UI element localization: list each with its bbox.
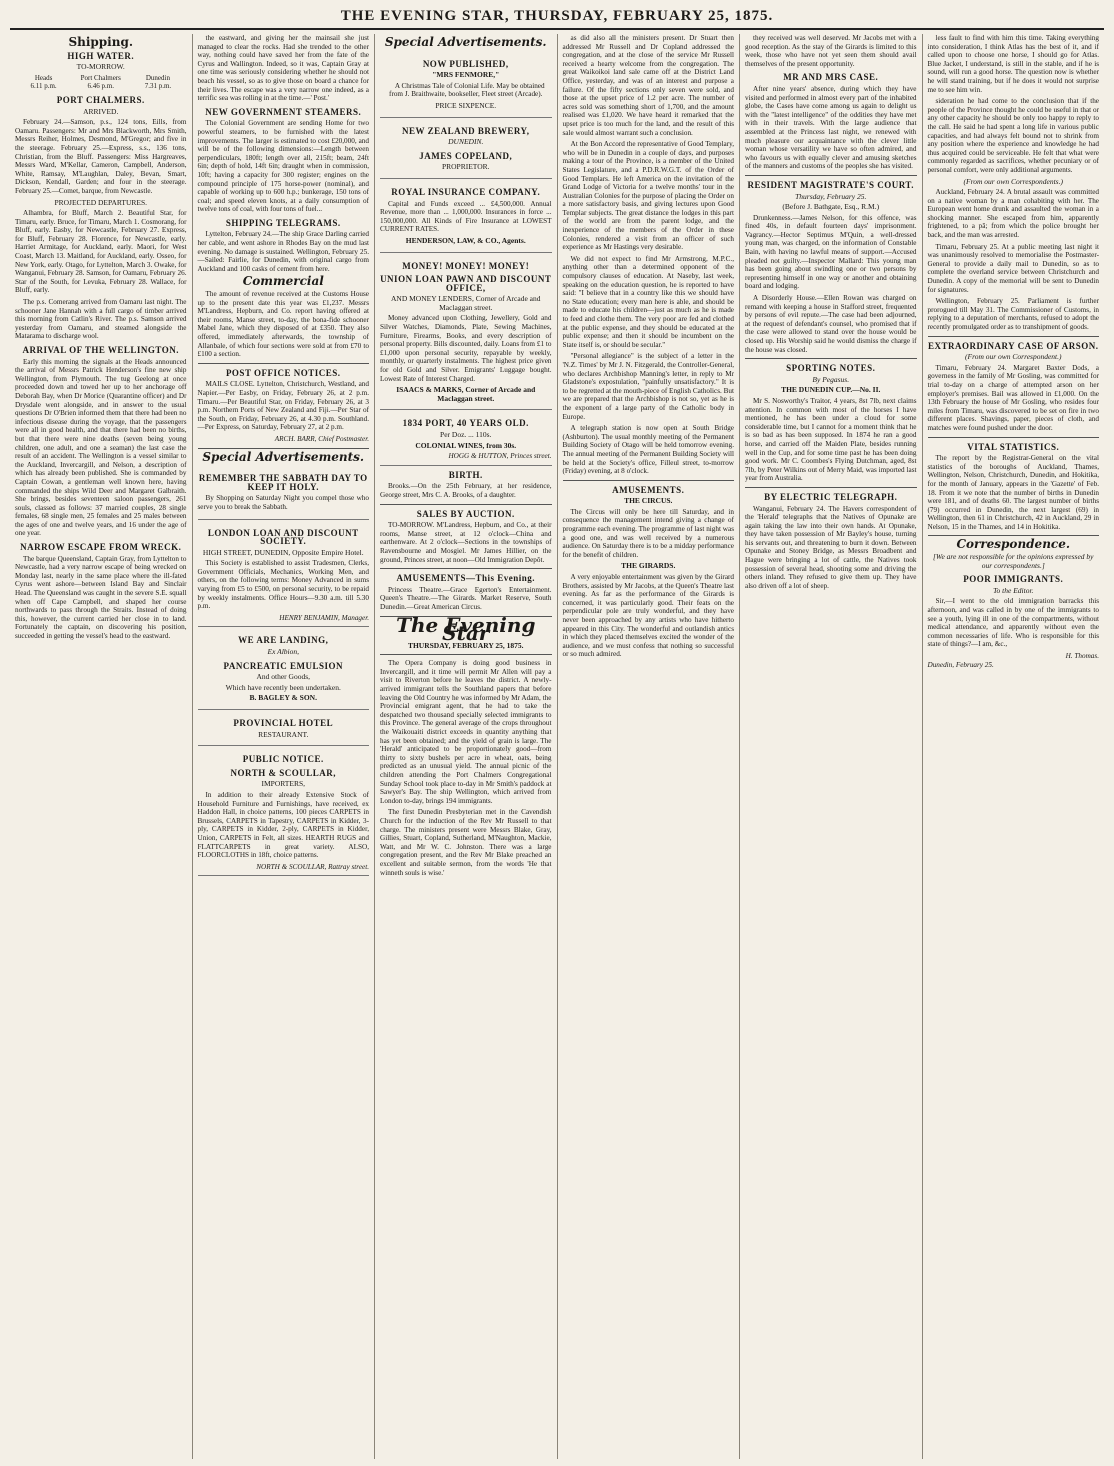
royal-insurance-ad: ROYAL INSURANCE COMPANY. Capital and Funds exceed ... £4,500,000. Annual Revenue, more than ... 1,000,000. Insurances in force ... 150,000,000. All Kinds of Fire Insurance at LOWEST CURRENT RATES. HENDERSON, LAW, & CO., Agents. xyxy=(380,179,552,253)
column-1 xyxy=(10,34,193,1459)
pancreatic-emulsion-ad: WE ARE LANDING, Ex Albion, PANCREATIC EMULSION And other Goods, Which have recently been undertaken. B. BAGLEY & SON. xyxy=(198,627,370,710)
court-date: Thursday, February 25. xyxy=(795,191,867,201)
arson-sub: (From our own Correspondent.) xyxy=(964,352,1062,362)
commercial-heading: Commercial xyxy=(242,274,324,289)
correspondents-note: (From our own Correspondents.) xyxy=(963,176,1063,186)
departures-text: Alhambra, for Bluff, March 2. Beautiful Star, for Timaru, early. Bruce, for Timaru, March 1. Cosmorang, for Bluff, early. Easby, for Newcastle, February 27. Express, for Bluff, February 28. Florence, for Newcastle, early. Harriet Armitage, for Auckland, early. Maori, for West Coast, March 13. Maitland, for Auckland, early. Osseo, for New York, early. Otago, for Lyttelton, March 3. Owake, for Wanganui, February 28. Samson, for Oamaru, February 26. Star of the South, for Levuka, February 28. Wallace, for Bluff, early. xyxy=(15,209,187,295)
special-ads-heading-2: Special Advertisements. xyxy=(384,35,547,49)
sporting-byline: By Pegasus. xyxy=(812,374,850,384)
shipping-telegrams-heading: SHIPPING TELEGRAMS. xyxy=(225,217,341,228)
amusements-tonight-text: Princess Theatre.—Grace Egerton's Entertainment. Queen's Theatre.—The Girards. Market Reserve, South Dunedin.—Great American Circus. xyxy=(380,585,552,611)
circus-text: The Circus will only be here till Saturday, and in consequence the management intend giving a change of programme each evening. The programme of last night was a good one, and was well received by a numerous audience. On Saturday there is to be a midday performance for the benefit of children. xyxy=(562,507,734,559)
divider xyxy=(380,654,552,655)
sabbath-ad: REMEMBER THE SABBATH DAY TO KEEP IT HOLY. By Shopping on Saturday Night you compel those who serve you to break the Sabbath. xyxy=(198,465,370,519)
narrow-escape-text: The barque Queensland, Captain Gray, from Lyttelton to Newcastle, had a very narrow escape of being wrecked on Monday last, nearly in the same place where the ill-fated Cyrus went ashore—between Island Bay and Sinclair Head. The Queensland was caught in the severe S.E. squall when off Cape Campbell, and shaped her course northwards to pass through the Straits. Instead of doing this, however, the current carried her close in to land. Fortunately the captain, on discovering his position, succeeded in getting the vessel's head to the eastward. xyxy=(15,554,187,640)
correspondence-heading: Correspondence. xyxy=(956,537,1071,552)
column-6 xyxy=(923,34,1105,1459)
govt-steamers-heading: NEW GOVERNMENT STEAMERS. xyxy=(205,106,362,117)
divider xyxy=(928,336,1100,337)
wellington-telegram-text: Wellington, February 25. Parliament is further prorogued till May 31. The Commissioner of Customs, in replying to a deputation of merchants, refused to adopt the recently promulgated order as to transhipment of goods. xyxy=(927,297,1099,331)
provincial-hotel-ad: PROVINCIAL HOTEL RESTAURANT. xyxy=(198,710,370,746)
vital-statistics-heading: VITAL STATISTICS. xyxy=(967,441,1060,452)
mr-mrs-case-heading: MR AND MRS CASE. xyxy=(783,72,879,83)
to-the-editor: To the Editor. xyxy=(993,585,1034,595)
high-water-heading: HIGH WATER. xyxy=(67,50,135,61)
masthead: THE EVENING STAR, THURSDAY, FEBRUARY 25, 1875. xyxy=(10,8,1104,30)
continued-text: the eastward, and giving her the mainsail she just managed to clear the rocks. Had she trended to the other way, nothing could have saved her from the fate of the Cyrus and Wallington. Indeed, so it was, Captain Gray at one time was seriously considering whether he should not beach his vessel, so as to give those on board a chance for their lives. The escape was a very narrow one indeed, as a terrific sea was rolling in at the time.—' Post.' xyxy=(197,34,369,103)
divider xyxy=(380,568,552,569)
auckland-text: Auckland, February 24. A brutal assault was committed on a native woman by a man cohabiting with her. The European went home drunk and assaulted the woman in a shocking manner. She escaped from him, apparently frightened, to a pā; from which the police brought her back, and the man was arrested. xyxy=(927,188,1099,240)
tide-heads: Heads 6.11 p.m. xyxy=(30,73,57,91)
column-3 xyxy=(375,34,558,1459)
divider xyxy=(563,480,735,481)
girards-heading: THE GIRARDS. xyxy=(621,561,676,571)
tide-dunedin: Dunedin 7.31 p.m. xyxy=(144,73,172,91)
shipping-telegrams-text: Lyttelton, February 24.—The ship Grace Darling carried her cable, and went ashore in Rhodes Bay on the mud last evening. No damage is sustained. Wellington, February 25.—Sailed: Fairlie, for Dunedin, with original cargo from Auckland and 100 casks of cement from here. xyxy=(197,230,369,273)
wellington-heading: ARRIVAL OF THE WELLINGTON. xyxy=(22,345,180,355)
tide-port-chalmers: Port Chalmers 6.46 p.m. xyxy=(80,73,121,91)
girards-text: A very enjoyable entertainment was given by the Girard Brothers, assisted by Mr Jacobs, at the Queen's Theatre last evening. As far as the performance of the Girards is concerned, it was particularly good. Their feats on the perpendicular pole are truly wonderful, and they have never been approached by any artists who have hitherto appeared in this City. The wonderful and outlandish antics in which they placed themselves excited the wonder of the audience, and we must confess that nothing so successful or so much admired. xyxy=(562,573,734,659)
poor-immigrants-heading: POOR IMMIGRANTS. xyxy=(963,574,1064,585)
loan-society-ad: LONDON LOAN AND DISCOUNT SOCIETY. HIGH STREET, DUNEDIN, Opposite Empire Hotel. This Society is established to assist Tradesmen, Clerks, Government Officials, Mechanics, Working Men, and others, on the following terms: Money Advanced in sums varying from £5 to £500, on personal security, to be repaid by weekly instalments. Office Hours—9.30 a.m. till 5.30 p.m. HENRY BENJAMIN, Manager. xyxy=(198,520,370,628)
port-wine-ad: 1834 PORT, 40 YEARS OLD. Per Doz. ... 110s. COLONIAL WINES, from 30s. HOGG & HUTTON, Princes street. xyxy=(380,410,552,465)
port-chalmers-heading: PORT CHALMERS. xyxy=(56,94,145,105)
narrow-escape-heading: NARROW ESCAPE FROM WRECK. xyxy=(20,542,182,553)
birth-text: Brooks.—On the 25th February, at her residence, George street, Mrs C. A. Brooks, of a daughter. xyxy=(380,482,552,499)
news-text-1: as did also all the ministers present. Dr Stuart then addressed Mr Russell and Dr Copland addressed the congregation, and at the close of the service Mr Russell received a hearty welcome from the congregation. The great Waikoikoi land sale came off at the District Land Office, yesterday, and was of an interest and purpose a failure. Of the fifty sections only seven were sold, and those at the upset price of 1.2 per acre. The number of acres sold was something short of 1,700, and the amount realised was £1,020. We have heard it remarked that the upset price is too much for the land, and the result of this sale would almost warrant such a conclusion. xyxy=(562,34,734,137)
divider xyxy=(198,448,370,449)
birth-heading: BIRTH. xyxy=(448,469,483,480)
divider xyxy=(745,175,917,176)
vital-statistics-text: The report by the Registrar-General on the vital statistics of the boroughs of Auckland, Thames, Wellington, Nelson, Christchurch, Dunedin, and Hokitika, for the month of January, appears in the 'Gazette' of Feb. 18. From it we note that the number of births in Dunedin were 181, and of deaths 60. The largest number of births (79) occurred in Dunedin, the next largest (69) in Wellington, then 61 in Christchurch, 42 in Auckland, 29 in Nelson, 15 in the Thames, and 14 in Hokitika. xyxy=(927,454,1099,531)
column-4 xyxy=(558,34,741,1459)
column-grid xyxy=(10,34,1104,1459)
divider xyxy=(380,504,552,505)
mrs-fenmore-ad: NOW PUBLISHED, "MRS FENMORE," A Christmas Tale of Colonial Life. May be obtained from J. Braithwaite, bookseller, Fleet street (Arcade). PRICE SIXPENCE. xyxy=(380,51,552,118)
letter-signature: H. Thomas. xyxy=(1065,652,1099,660)
news-text-2: At the Bon Accord the representative of Good Templary, who will be in Dunedin in a couple of days, and purposes making a tour of the Province, is a member of the United States Legislature, and a P.D.R.W.G.T. of the Order of Good Templars. He left America on the invitation of the Grand Lodge of Victoria for a twelve months' tour in the Australian Colonies for the purpose of placing the Order on a more satisfactory basis, and giving lectures upon Good Templar subjects. The great distance the lodges in this part of the world are from the parent lodge, and the inexperience of the members of the Order in these Colonies, rendered a visit from an officer of such experience as Mr Hastings very desirable. xyxy=(562,140,734,252)
column-5 xyxy=(740,34,923,1459)
brewery-ad: NEW ZEALAND BREWERY, DUNEDIN. JAMES COPELAND, PROPRIETOR. xyxy=(380,118,552,179)
post-office-signature: ARCH. BARR, Chief Postmaster. xyxy=(274,434,369,443)
timaru-text: Timaru, February 25. At a public meeting last night it was unanimously resolved to memorialise the Postmaster-General to provide a daily mail to Dunedin, so as to complete the overland service between Christchurch and Dunedin. A copy of the memorial will be sent to Dunedin for signatures. xyxy=(927,242,1099,294)
sporting-continued: less fault to find with him this time. Taking everything into consideration, I think Atlas has the best of it, and if called upon to choose one horse, I should go for Atlas. Blue Jacket, I understand, is still in the stable, and if he is sound, will run a good horse. The question now is whether he will stand training, but if he does it would not surprise me to see him win. xyxy=(927,34,1099,94)
govt-steamers-text: The Colonial Government are sending Home for two powerful steamers, to be furnished with the latest improvements. The larger is estimated to cost £20,000, and will be of the following dimensions:—Length between perpendiculars, 180ft; length over all, 215ft; beam, 24ft 6in; depth of hold, 14ft 6in; draught when in commission, 10ft; having a capacity for 300 register; engines on the compound principle of 175 horse-power (nominal), and capable of working up to 600 h.p.; bunkerage, 150 tons of coal; and speed eleven knots, at a daily consumption of twelve tons of coal, with four tons of fuel... xyxy=(197,119,369,214)
amusements-heading: AMUSEMENTS. xyxy=(612,484,685,495)
evening-star-banner: The Evening Star xyxy=(396,612,536,646)
leader-text-2: The first Dunedin Presbyterian met in the Cavendish Church for the induction of the Rev Mr Russell to that charge. The ministers present were Messrs Blake, Gray, Gillies, Stuart, Copland, Sutherland, M'Naughton, Mackie, Watt, and Mr W. C. Johnston. There was a large congregation present, and the Rev Mr Blake preached an excellent and suitable sermon, from the words 'He that winneth souls is wise.' xyxy=(380,808,552,877)
banner-date: THURSDAY, FEBRUARY 25, 1875. xyxy=(407,640,524,650)
arrived-heading: ARRIVED. xyxy=(83,106,119,116)
union-loan-ad: MONEY! MONEY! MONEY! UNION LOAN PAWN AND DISCOUNT OFFICE, AND MONEY LENDERS, Corner of Arcade and Maclaggan street. Money advanced upon Clothing, Jewellery, Gold and Silver Watches, Diamonds, Plate, Sewing Machines, Furniture, Firearms, Books, and every description of personal property. Bills discounted, daily. Loans from £1 to £1,000 upon personal security, repayable by weekly, monthly, or quarterly instalments. The highest price given for old Gold and Silver. Emigrants' Luggage bought. Lowest Rate of Interest Charged. ISAACS & MARKS, Corner of Arcade and Maclaggan street. xyxy=(380,253,552,411)
girards-continued: they received was well deserved. Mr Jacobs met with a good reception. As the stay of the Girards is limited to this week, those who have not yet seen them should avail themselves of the present opportunity. xyxy=(745,34,917,68)
divider xyxy=(928,535,1100,536)
divider xyxy=(928,437,1100,438)
mr-mrs-case-text: After nine years' absence, during which they have visited and performed in almost every part of the inhabited globe, the Cases have come among us again to delight us with the "latest intelligence" of the oddities they have met with in their travels. With the large audience that assembled at the Princess last night, we renewed with much pleasure our acquaintance with the clever little woman whose versatility we have so often admired, and who favours us with equally clever and amusing sketches of the manners and customs of the peoples she has visited. xyxy=(745,84,917,171)
tide-table xyxy=(15,74,187,91)
telegraph-text: Wanganui, February 24. The Havers correspondent of the 'Herald' telegraphs that the Natives of Opunake are again taking the law into their own hands. At Opunake, they have taken possession of Mr Bayley's house, turning his servants out, and threatening to burn it down. Between Opunake and Stoney Bridge, as Messrs Broadbent and Hague were bringing a lot of cattle, the Natives took possession of several head, shooting some and driving the others inland. They refused to give them up. They have also driven off a lot of sheep. xyxy=(745,504,917,590)
divider xyxy=(745,487,917,488)
sporting-heading: SPORTING NOTES. xyxy=(786,363,876,374)
sales-heading: SALES BY AUCTION. xyxy=(416,508,515,519)
court-text: Drunkenness.—James Nelson, for this offence, was fined 40s, in default fourteen days' imprisonment. Vagrancy.—Hector Septimus M'Quin, a well-dressed young man, was charged, on the information of Constable Bain, with having no lawful means of support.—Accused pleaded not guilty.—Inspector Mallard: This young man has been going about swindling one or two persons by representing himself in one way or another and obtaining board and lodging. xyxy=(745,213,917,291)
post-office-heading: POST OFFICE NOTICES. xyxy=(225,367,341,378)
commercial-text: The amount of revenue received at the Customs House up to the present date this year was £1,237. Messrs M'Landress, Hepburn, and Co. report having offered at their rooms, Manse street, to-day, the bona-fide schooner Mabel Jane, which they disposed of at £350. They also offered, immediately afterwards, the township of Allanbale, of which four sections were sold at from £70 to £100 a section. xyxy=(197,290,369,359)
court-text-2: A Disorderly House.—Ellen Rowan was charged on remand with keeping a house in Stafford street, frequented by persons of evil repute.—The case had been adjourned, at the request of defendant's counsel, who promised that if the case were allowed to stand over the house would be closed up. His Worship said he would dismiss the charge if the house was closed. xyxy=(745,294,917,354)
telegraph-heading: BY ELECTRIC TELEGRAPH. xyxy=(764,491,898,502)
letter-place-date: Dunedin, February 25. xyxy=(927,660,994,669)
court-heading: RESIDENT MAGISTRATE'S COURT. xyxy=(747,179,914,190)
sales-text: TO-MORROW. M'Landress, Hepburn, and Co., at their rooms, Manse street, at 12 o'clock—China and earthenware. At 2 o'clock—Sections in the townships of Ravensbourne and Mosgiel. Mr James Hillier, on the ground, Princes street, at noon—Old Immigration Depôt. xyxy=(380,521,552,564)
dunedin-cup-heading: THE DUNEDIN CUP.—No. II. xyxy=(781,385,881,395)
leader-text: The Opera Company is doing good business in Invercargill, and it time will permit Mr Allen will pay a visit to Riverton before he leaves the district. A newly-arrived immigrant tells the Southland papers that before leaving the Old Country he was informed by Mr Adam, the Provincial emigrant agent, that he had to take the despatched two thousand specially selected immigrants to this Province. The general average of the crops throughout the Waikouaiti district exceeds in quantity anything that has yet been obtained; and the yield of grain is large. The 'Herald' anticipated to be proportionately good—from thirty to sixty bushels per acre in wheat, oats, being predicted as an unusual yield. The annual picnic of the children attending the Port Chalmers Congregational Sunday School took place to-day in Mr Smith's paddock at Sawyer's Bay. The ship Wellington, which arrived from London to-day, brings 194 immigrants. xyxy=(380,659,552,805)
north-scoullar-ad: PUBLIC NOTICE. NORTH & SCOULLAR, IMPORTERS, In addition to their already Extensive Stock of Household Furniture and Furnishings, have received, ex Haddon Hall, in choice patterns, 100 pieces CARPETS in Brussels, CARPETS in Tapestry, CARPETS in Kidder, 3-ply, CARPETS in Kidder, 2-ply, CARPETS in Kidder, Union, CARPETS in Felt, all sizes. HEARTH RUGS and FLATTCARPETS in great variety. ALSO, FLOORCLOTHS in 18ft, choice patterns. NORTH & SCOULLAR, Rattray street. xyxy=(198,746,370,876)
poor-immigrants-text: Sir,—I went to the old immigration barracks this afternoon, and was called in by one of the immigrants to see a youth, lying ill in one of the compartments, without medical attendance, and apparently without even the common necessaries of life. Who is responsible for this state of things?—I am, &c., xyxy=(927,597,1099,649)
circus-heading: THE CIRCUS. xyxy=(624,496,673,506)
news-text-4: "Personal allegiance" is the subject of a letter in the 'N.Z. Times' by Mr J. N. Fitzgerald, the Controller-General, who declares Archbishop Manning's letter, in reply to Mr Gladstone's expostulation, "painfully unsatisfactory." It is to be regretted at the mouth-piece of English Catholics. But we are prepared that the Archbishop is not so, yet as he is the exponent of a large party of the Catholic body in Europe. xyxy=(562,352,734,421)
column-2 xyxy=(193,34,376,1459)
arson-text: Timaru, February 24. Margaret Baxter Dods, a governess in the family of Mr Gosling, was committed for trial to-day on a charge of attempted arson on her employer's premises. Bail was allowed in £1,000. On the 13th February the house of Mr Gosling, who resides four miles from Timaru, was discovered to be set on fire in two different places. Shavings, paper, pieces of cloth, and matches were found pushed under the door. xyxy=(927,363,1099,432)
news-text-3: We did not expect to find Mr Armstrong, M.P.C., anything other than a determined opponent of the compulsory clauses of education. At Naseby, last week, speaking on the education question, he is reported to have said: "I believe that in a country like this we should have no State education; every man here is able, and should be made to educate his children—just as much as he is made to feed and clothe them. The very poor are fed and clothed at the public expense, and they should be educated at the public expense; and then it should be incumbent on the State itself is, or should be secular." xyxy=(562,254,734,349)
court-before: (Before J. Bathgate, Esq., R.M.) xyxy=(782,202,880,212)
shipping-heading: Shipping. xyxy=(68,35,134,49)
projected-departures-heading: PROJECTED DEPARTURES. xyxy=(54,197,148,207)
arrivals-text: February 24.—Samson, p.s., 124 tons, Eills, from Oamaru. Passengers: Mr and Mrs Blackworth, Mrs Smith, Messrs Reiher, Holmes, Desmond, M'Gregor; and five in the steerage. February 25.—Express, s.s., 136 tons, Christian, from the Bluff. Passengers: Miss Hargreaves, Messrs Ward, M'Kellar, Cameron, Campbell, Anderson, White, Ramsay, M'Laughlan, Daley, Bevan, Smart, Dickson, Kendall, Garden; and four in the steerage. February 25.—Comet, barque, from Newcastle. xyxy=(15,118,187,195)
wellington-text: Early this morning the signals at the Heads announced the arrival of Messrs Patrick Henderson's fine new ship Wellington, from Plymouth. The tug Geelong at once proceeded down and towed her up to her anchorage off Deborah Bay, when Dr Morice (Quarantine officer) and Dr Drysdale went alongside, and in answer to the usual questions Dr O'Brien informed them that there had been no infectious disease during the voyage, that the passengers were all in good health, and that there had been no births, but that there were nine deaths (seven being young children, one adult, and one a seaman) the last case the result of an accident. The Wellington is a vessel similar to the Auckland, Invercargill, and Nelson, a description of which has already been published. She is commanded by Captain Cowan, a gentleman well known here, having commanded the ships Wild Deer and Margaret Galbraith. She brings, besides seventeen saloon passengers, 261 souls, classed as follows: 37 married couples, 28 single females, 68 single men, 25 females and 25 males between the ages of one and twelve years, and 16 under the age of one year. xyxy=(15,357,187,538)
shipping-notes: The p.s. Comerang arrived from Oamaru last night. The schooner Jane Hannah with a full cargo of timber arrived this morning from Catlin's River. The p.s. Samson arrived yesterday from Oamaru, and steamed alongside the Matarama to discharge wool. xyxy=(15,298,187,341)
election-text: sideration he had come to the conclusion that if the people of the Province thought he could be useful in that or any other capacity he should be only too happy to reply to the call. He said he had spent a long life in various public capacities, and had always felt bound not to shrink from any position where the experience and knowledge he had thus acquired could be serviceable. He felt that what were commonly regarded as sacrifices, whether pecuniary or of personal comfort, were only additional arguments. xyxy=(927,97,1099,174)
correspondence-note: [We are not responsible for the opinions expressed by our correspondents.] xyxy=(932,552,1094,570)
amusements-tonight-heading: AMUSEMENTS—This Evening. xyxy=(396,573,536,584)
post-office-text: MAILS CLOSE. Lyttelton, Christchurch, Westland, and Napier.—Per Easby, on Friday, February 26, at 2 p.m. Timaru.—Per Beautiful Star, on Friday, February 26, at 3 p.m. Northern Ports of New Zealand and Fiji.—Per Star of the South, on Friday, February 26, at 4.30 p.m. Southland.—Per Express, on Saturday, February 27, at 2 p.m. xyxy=(197,380,369,432)
arson-heading: EXTRAORDINARY CASE OF ARSON. xyxy=(927,340,1099,351)
high-water-sub: TO-MORROW. xyxy=(76,62,125,72)
divider xyxy=(198,363,370,364)
dunedin-cup-text: Mr S. Nosworthy's Traitor, 4 years, 8st 7lb, next claims attention. In common with most of the horses I have mentioned, he has been under a cloud for some considerable time, but I cannot for a moment think that he is so bad as has been supposed. In 1874 he ran a good horse, and carried off the Maiden Plate, besides running well in the Cup, and for some time past he has been doing good work. Mr C. Coombes's Flying Dutchman, aged, 8st 7lb, by Peter Wilkins out of Merry Maid, was imported last year from Australia. xyxy=(745,396,917,483)
divider xyxy=(745,358,917,359)
news-text-5: A telegraph station is now open at South Bridge (Ashburton). The usual monthly meeting of the Permanent Building Society of Otago will be held tomorrow evening. The annual meeting of the Permanent Building Society will be held at the Society's office, Filleul street, to-morrow (Friday) evening, at 8 o'clock. xyxy=(562,424,734,476)
special-ads-heading: Special Advertisements. xyxy=(202,449,365,464)
